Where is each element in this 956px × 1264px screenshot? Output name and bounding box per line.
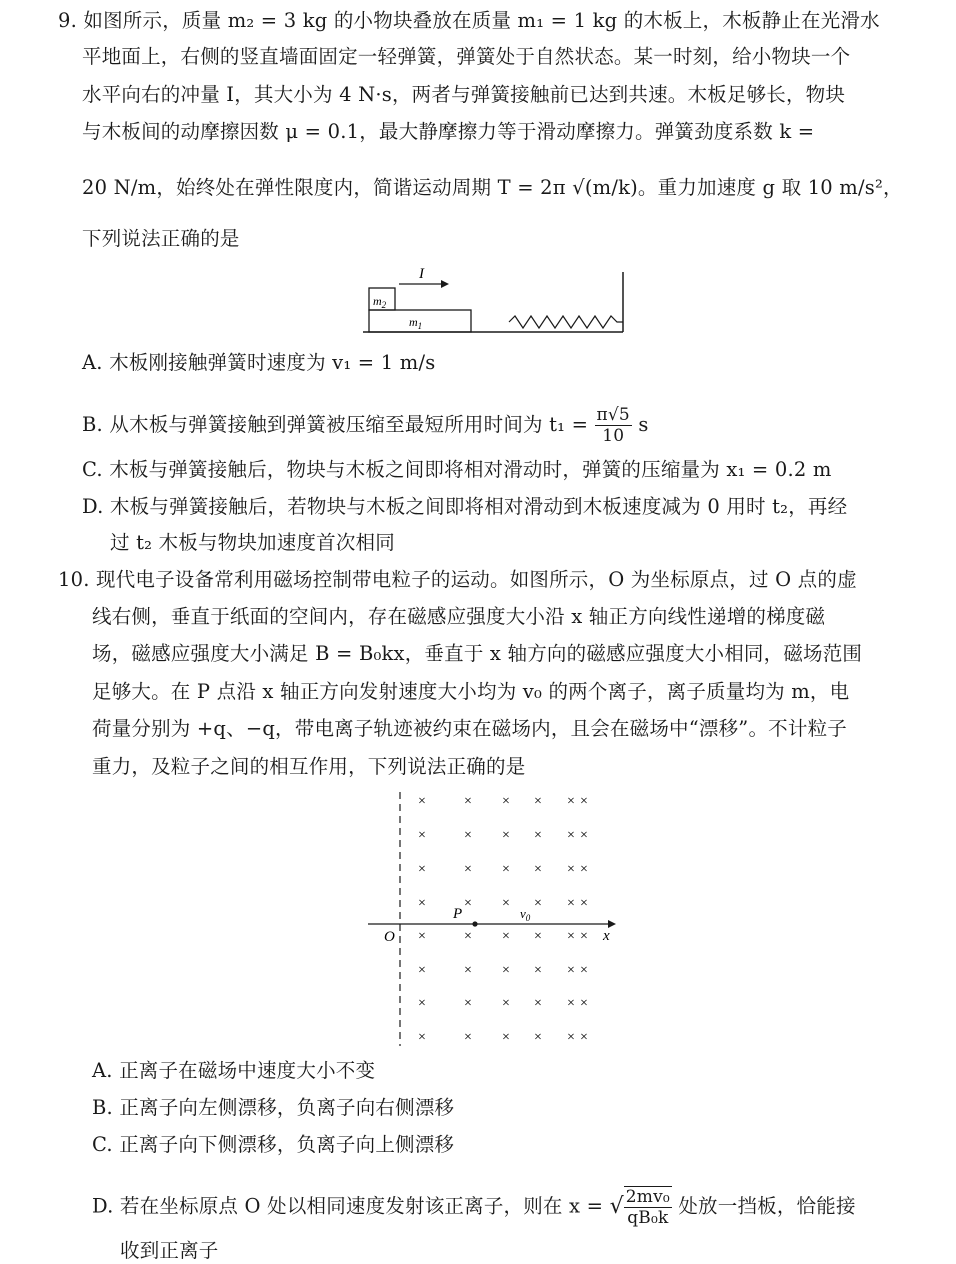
point-p (472, 921, 477, 926)
field-cross: × (502, 828, 510, 843)
field-cross: × (502, 929, 510, 944)
field-cross: × (418, 862, 426, 877)
field-cross: × (502, 862, 510, 877)
field-cross: × (502, 1030, 510, 1045)
origin-label: O (384, 929, 395, 945)
field-cross: × (580, 1030, 588, 1045)
field-cross: × (418, 896, 426, 911)
q10-option-d-fraction (624, 1186, 672, 1228)
q10-line-5: 荷量分别为 +q、−q，带电离子轨迹被约束在磁场内，且会在磁场中“漂移”。不计粒子 (92, 717, 847, 740)
field-cross: × (418, 828, 426, 843)
x-axis-arrowhead (608, 920, 616, 928)
field-cross: × (534, 828, 542, 843)
q9-option-b-unit: s (638, 413, 649, 436)
field-cross: × (580, 896, 588, 911)
field-cross: × (580, 862, 588, 877)
field-cross: × (567, 963, 575, 978)
spring (509, 316, 623, 328)
field-cross: × (502, 896, 510, 911)
field-cross: × (580, 794, 588, 809)
field-cross: × (534, 1030, 542, 1045)
q9-option-b (82, 405, 649, 446)
q10-option-d-tail: 处放一挡板，恰能接 (678, 1194, 856, 1218)
q10-line-1: 10. 现代电子设备常利用磁场控制带电粒子的运动。如图所示，O 为坐标原点，过 O 点的虚 (58, 568, 857, 591)
field-cross: × (580, 929, 588, 944)
field-cross: × (580, 828, 588, 843)
field-cross: × (502, 963, 510, 978)
field-cross: × (418, 963, 426, 978)
field-cross: × (464, 896, 472, 911)
q9-option-b-denominator: 10 (602, 426, 625, 446)
field-cross: × (567, 794, 575, 809)
q10-line-2: 线右侧，垂直于纸面的空间内，存在磁感应强度大小沿 x 轴正方向线性递增的梯度磁 (92, 605, 826, 628)
velocity-label: $v_0$ (520, 906, 531, 923)
field-cross: × (567, 929, 575, 944)
point-p-label: P (453, 906, 463, 922)
field-cross: × (567, 862, 575, 877)
field-cross: × (580, 996, 588, 1011)
q10-option-a: A. 正离子在磁场中速度大小不变 (92, 1059, 376, 1082)
field-cross: × (580, 963, 588, 978)
impulse-arrowhead (441, 280, 449, 288)
q10-figure (360, 788, 630, 1050)
q9-line-5: 20 N/m，始终处在弹性限度内，简谐运动周期 T = 2π √(m/k)。重力加速度 g 取 10 m/s²， (82, 176, 903, 199)
label-m2: $m_2$ (373, 294, 387, 310)
q10-option-d-text: D. 若在坐标原点 O 处以相同速度发射该正离子，则在 x = (92, 1194, 604, 1218)
q9-option-b-text: B. 从木板与弹簧接触到弹簧被压缩至最短所用时间为 t₁ = (82, 413, 589, 436)
field-cross: × (567, 1030, 575, 1045)
field-cross: × (464, 996, 472, 1011)
q9-line-1: 9. 如图所示，质量 m₂ = 3 kg 的小物块叠放在质量 m₁ = 1 kg 的木板上，木板静止在光滑水 (58, 9, 880, 32)
field-cross: × (502, 996, 510, 1011)
q10-option-d (92, 1186, 856, 1228)
q9-line-4: 与木板间的动摩擦因数 μ = 0.1，最大静摩擦力等于滑动摩擦力。弹簧劲度系数 k = (82, 120, 815, 143)
field-cross: × (418, 794, 426, 809)
q9-option-d-line-2: 过 t₂ 木板与物块加速度首次相同 (110, 531, 395, 554)
q10-option-b: B. 正离子向左侧漂移，负离子向右侧漂移 (92, 1096, 455, 1119)
field-cross: × (464, 794, 472, 809)
q10-option-d-numerator: 2mv₀ (625, 1187, 670, 1207)
field-cross: × (464, 1030, 472, 1045)
field-cross: × (418, 996, 426, 1011)
field-cross: × (464, 828, 472, 843)
field-cross: × (534, 996, 542, 1011)
label-m1: $m_1$ (409, 315, 423, 331)
field-cross: × (464, 963, 472, 978)
field-cross: × (502, 794, 510, 809)
x-axis-label: x (603, 928, 610, 944)
q10-option-d-denominator: qB₀k (627, 1208, 669, 1228)
q9-figure (355, 258, 635, 338)
field-cross: × (534, 896, 542, 911)
field-cross: × (418, 1030, 426, 1045)
q9-line-6: 下列说法正确的是 (82, 227, 240, 250)
q9-line-3: 水平向右的冲量 I，其大小为 4 N·s，两者与弹簧接触前已达到共速。木板足够长，物块 (82, 83, 846, 106)
q10-line-6: 重力，及粒子之间的相互作用，下列说法正确的是 (92, 755, 526, 778)
field-cross: × (418, 929, 426, 944)
field-cross: × (534, 794, 542, 809)
field-cross: × (534, 929, 542, 944)
field-cross: × (567, 996, 575, 1011)
q9-line-2: 平地面上，右侧的竖直墙面固定一轻弹簧，弹簧处于自然状态。某一时刻，给小物块一个 (82, 45, 851, 68)
q9-option-b-numerator: π√5 (596, 405, 630, 425)
field-cross: × (464, 929, 472, 944)
q9-option-a: A. 木板刚接触弹簧时速度为 v₁ = 1 m/s (82, 351, 436, 374)
field-cross: × (534, 963, 542, 978)
q10-option-c: C. 正离子向下侧漂移，负离子向上侧漂移 (92, 1133, 455, 1156)
sqrt-sign: √ (609, 1194, 624, 1219)
q9-option-b-fraction (595, 405, 632, 446)
field-cross: × (534, 862, 542, 877)
q10-line-4: 足够大。在 P 点沿 x 轴正方向发射速度大小均为 v₀ 的两个离子，离子质量均为 m，电 (92, 680, 850, 703)
impulse-label: I (419, 266, 424, 282)
q10-option-d-line-2: 收到正离子 (120, 1239, 219, 1262)
q10-line-3: 场，磁感应强度大小满足 B = B₀kx，垂直于 x 轴方向的磁感应强度大小相同，磁场范围 (92, 642, 863, 665)
field-cross: × (567, 828, 575, 843)
q9-option-c: C. 木板与弹簧接触后，物块与木板之间即将相对滑动时，弹簧的压缩量为 x₁ = 0.2 m (82, 458, 832, 481)
field-cross: × (464, 862, 472, 877)
q9-option-d-line-1: D. 木板与弹簧接触后，若物块与木板之间即将相对滑动到木板速度减为 0 用时 t₂，再经 (82, 495, 848, 518)
field-cross: × (567, 896, 575, 911)
field-crosses (418, 794, 588, 1045)
